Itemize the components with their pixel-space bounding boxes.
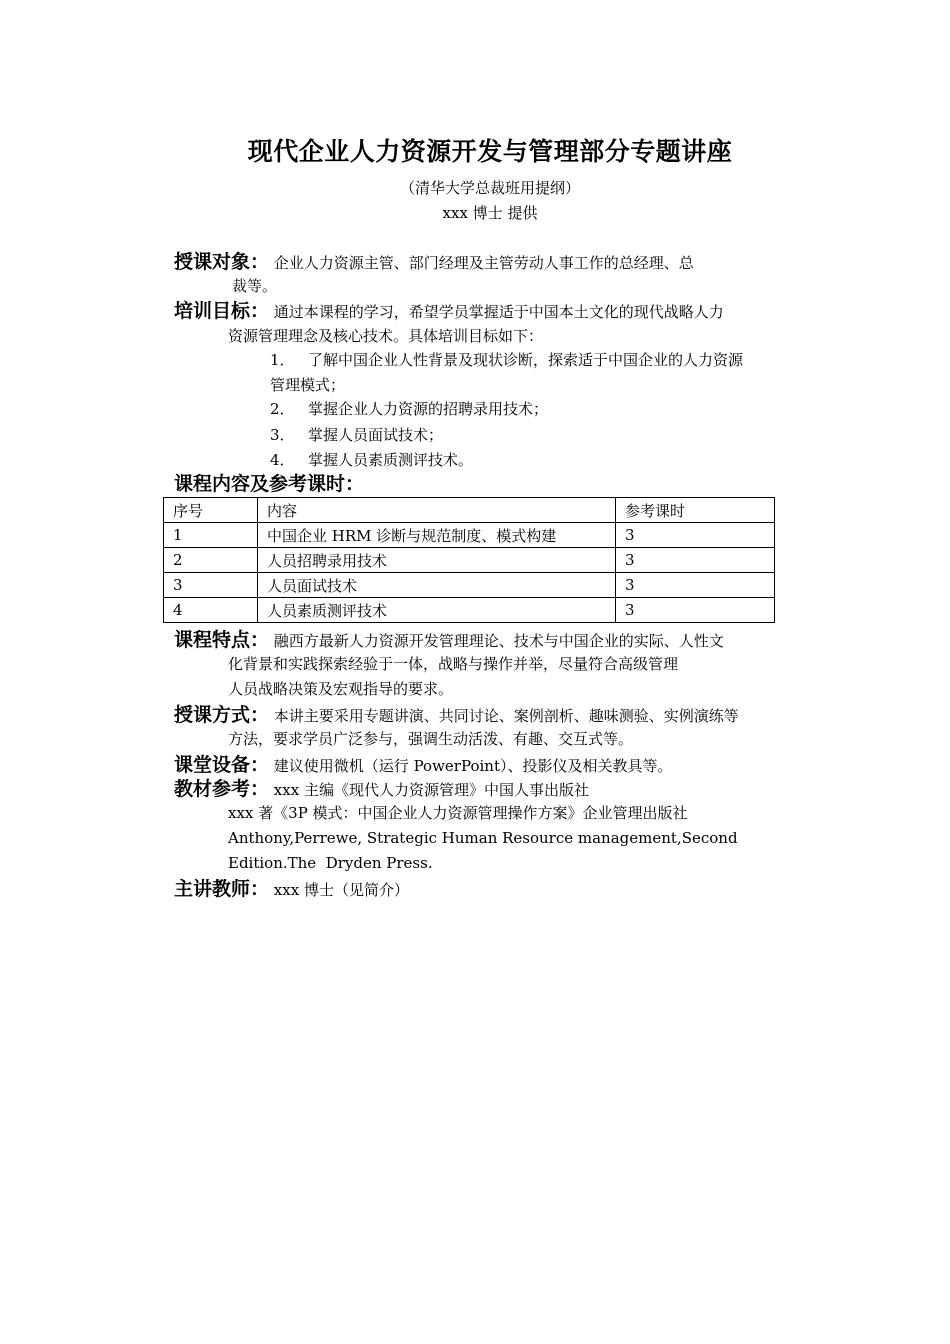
objective-text: 掌握人员面试技术； — [308, 426, 444, 444]
features-text: 融西方最新人力资源开发管理理论、技术与中国企业的实际、人性文 — [273, 632, 724, 650]
table-cell: 3 — [616, 573, 775, 598]
table-row — [164, 573, 775, 598]
table-cell: 3 — [164, 573, 258, 598]
table-cell: 3 — [616, 523, 775, 548]
table-cell: 中国企业 HRM 诊断与规范制度、模式构建 — [258, 523, 616, 548]
lecturer-text: xxx 博士（见简介） — [273, 881, 409, 899]
table-row — [164, 598, 775, 623]
method-text-cont: 方法，要求学员广泛参与，强调生动活泼、有趣、交互式等。 — [228, 730, 634, 748]
table-cell: 2 — [164, 548, 258, 573]
reference-item: xxx 著《3P 模式：中国企业人力资源管理操作方案》企业管理出版社 — [228, 804, 688, 822]
equipment-text: 建议使用微机（运行 PowerPoint）、投影仪及相关教具等。 — [273, 757, 673, 775]
features-text-cont: 化背景和实践探索经验于一体，战略与操作并举，尽量符合高级管理 — [228, 655, 679, 673]
references-label: 教材参考： — [174, 778, 270, 800]
table-cell: 3 — [616, 598, 775, 623]
features-text-cont: 人员战略决策及宏观指导的要求。 — [228, 680, 454, 698]
objective-item-cont: 管理模式； — [270, 376, 346, 394]
equipment-section — [174, 753, 814, 779]
document-author: xxx 博士 提供 — [442, 204, 538, 222]
reference-item-cont: Edition.The Dryden Press. — [228, 854, 433, 872]
objectives-section — [174, 299, 814, 325]
references-section — [174, 777, 814, 803]
lecturer-section — [174, 877, 814, 903]
objective-number: 4． — [270, 451, 295, 469]
audience-section — [174, 250, 814, 276]
objective-item — [270, 348, 743, 373]
table-row — [164, 523, 775, 548]
table-cell: 人员招聘录用技术 — [258, 548, 616, 573]
content-section — [174, 472, 814, 498]
table-cell: 1 — [164, 523, 258, 548]
objective-item — [270, 423, 443, 448]
table-header-row — [164, 498, 775, 523]
header-cell: 序号 — [164, 498, 258, 523]
reference-item: xxx 主编《现代人力资源管理》中国人事出版社 — [273, 781, 589, 799]
objectives-label: 培训目标： — [174, 300, 270, 322]
table-cell: 4 — [164, 598, 258, 623]
audience-label: 授课对象： — [174, 251, 270, 273]
objective-number: 2． — [270, 400, 295, 418]
table-row — [164, 548, 775, 573]
audience-text-cont: 裁等。 — [232, 277, 278, 295]
objective-item — [270, 397, 548, 422]
objective-text: 掌握企业人力资源的招聘录用技术； — [308, 400, 549, 418]
table-cell: 3 — [616, 548, 775, 573]
lecturer-label: 主讲教师： — [174, 878, 270, 900]
objective-number: 1． — [270, 351, 295, 369]
table-cell: 人员面试技术 — [258, 573, 616, 598]
reference-item: Anthony,Perrewe, Strategic Human Resource management,Second — [228, 829, 738, 847]
features-section — [174, 628, 814, 654]
document-subtitle: （清华大学总裁班用提纲） — [399, 179, 580, 197]
table-cell: 人员素质测评技术 — [258, 598, 616, 623]
method-text: 本讲主要采用专题讲演、共同讨论、案例剖析、趣味测验、实例演练等 — [273, 707, 739, 725]
objective-text: 掌握人员素质测评技术。 — [308, 451, 474, 469]
objectives-text-cont: 资源管理理念及核心技术。具体培训目标如下： — [228, 327, 544, 345]
document-title: 现代企业人力资源开发与管理部分专题讲座 — [247, 137, 733, 166]
features-label: 课程特点： — [174, 629, 270, 651]
audience-text: 企业人力资源主管、部门经理及主管劳动人事工作的总经理、总 — [273, 254, 694, 272]
objectives-text: 通过本课程的学习，希望学员掌握适于中国本土文化的现代战略人力 — [273, 303, 724, 321]
method-label: 授课方式： — [174, 704, 270, 726]
course-table — [163, 497, 775, 623]
objective-item — [270, 448, 473, 473]
objective-number: 3． — [270, 426, 295, 444]
equipment-label: 课堂设备： — [174, 754, 270, 776]
method-section — [174, 703, 834, 729]
header-cell: 参考课时 — [616, 498, 775, 523]
objective-text: 了解中国企业人性背景及现状诊断，探索适于中国企业的人力资源 — [308, 351, 744, 369]
content-label: 课程内容及参考课时： — [174, 473, 365, 495]
header-cell: 内容 — [258, 498, 616, 523]
